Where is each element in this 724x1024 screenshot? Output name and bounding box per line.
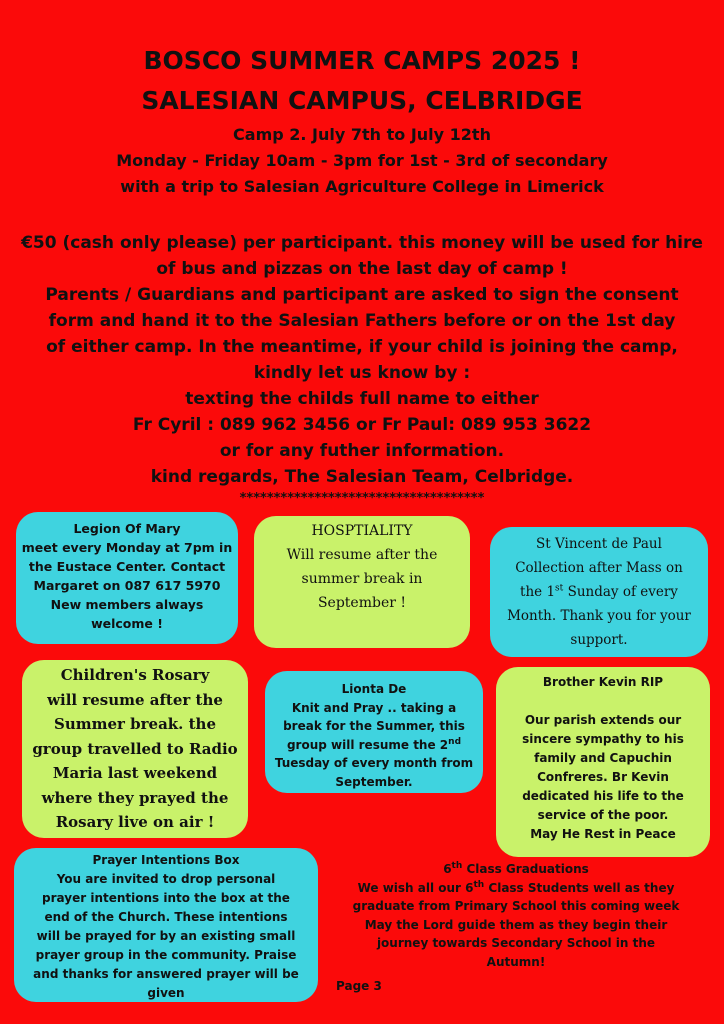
notice-title: Lionta De — [341, 682, 407, 696]
notice-line: May He Rest in Peace — [530, 827, 676, 841]
notice-title: Legion Of Mary — [73, 521, 181, 536]
notice-line: prayer intentions into the box at the — [42, 891, 290, 905]
payment-line: or for any futher information. — [219, 441, 505, 461]
notice-line: Rosary live on air ! — [55, 813, 215, 831]
camp-line: Camp 2. July 7th to July 12th — [233, 125, 491, 144]
notice-title: HOSPTIALITY — [311, 523, 413, 539]
star-divider: ************************************ — [239, 491, 485, 506]
st-vincent-de-paul-notice — [490, 527, 708, 657]
page-subtitle: SALESIAN CAMPUS, CELBRIDGE — [141, 86, 583, 115]
camp-line: Monday - Friday 10am - 3pm for 1st - 3rd of secondary — [116, 151, 608, 170]
notice-line: welcome ! — [91, 616, 163, 631]
notice-line: September. — [335, 774, 413, 789]
notice-line: will be prayed for by an existing small — [36, 929, 296, 943]
notice-line: September ! — [317, 595, 407, 611]
notice-line: Maria last weekend — [52, 764, 218, 782]
notice-title: Children's Rosary — [60, 666, 210, 684]
notice-line: Knit and Pray .. taking a — [291, 700, 457, 715]
hospitality-notice — [254, 516, 470, 648]
notice-line: meet every Monday at 7pm in — [21, 540, 233, 555]
notice-line: family and Capuchin — [534, 751, 672, 765]
notice-line: Tuesday of every month from — [274, 756, 474, 770]
payment-line: Parents / Guardians and participant are asked to sign the consent — [45, 285, 679, 305]
notice-line: service of the poor. — [537, 808, 669, 822]
notice-title: St Vincent de Paul — [536, 536, 662, 552]
notice-line: sincere sympathy to his — [522, 732, 684, 746]
payment-line: of either camp. In the meantime, if your child is joining the camp, — [46, 337, 678, 357]
notice-line: Will resume after the — [286, 547, 438, 563]
notice-line: Our parish extends our — [524, 713, 682, 727]
notice-line: Confreres. Br Kevin — [537, 770, 669, 784]
notice-line: journey towards Secondary School in the — [376, 936, 656, 950]
sign-off: kind regards, The Salesian Team, Celbridge. — [150, 467, 574, 487]
lionta-de-notice — [265, 671, 483, 793]
notice-line: group will resume the 2nd — [286, 736, 462, 752]
notice-line: the 1st Sunday of every — [520, 583, 678, 600]
notice-line: end of the Church. These intentions — [44, 910, 288, 924]
notice-line: New members always — [50, 597, 204, 612]
notice-line: support. — [570, 632, 628, 648]
notice-line: break for the Summer, this — [283, 719, 465, 733]
notice-line: will resume after the — [47, 690, 223, 709]
notice-line: Collection after Mass on — [515, 560, 683, 576]
payment-line: kindly let us know by : — [253, 363, 471, 383]
notice-line: group travelled to Radio — [32, 739, 238, 758]
childrens-rosary-notice — [22, 660, 248, 838]
notice-line: graduate from Primary School this coming week — [352, 899, 680, 913]
payment-line: form and hand it to the Salesian Fathers before or on the 1st day — [48, 311, 676, 331]
notice-line: dedicated his life to the — [522, 789, 684, 803]
page-title: BOSCO SUMMER CAMPS 2025 ! — [143, 46, 581, 75]
notice-line: and thanks for answered prayer will be — [33, 967, 299, 981]
notice-line: prayer group in the community. Praise — [35, 948, 297, 962]
graduations-notice — [326, 860, 706, 971]
notice-line: Summer break. the — [53, 715, 217, 733]
prayer-intentions-notice — [14, 848, 318, 1002]
notice-line: the Eustace Center. Contact — [28, 559, 226, 574]
camp-line: with a trip to Salesian Agriculture College in Limerick — [120, 177, 604, 196]
notice-line: Autumn! — [486, 954, 546, 969]
notice-line: May the Lord guide them as they begin their — [364, 917, 668, 932]
notice-title: Prayer Intentions Box — [92, 853, 240, 867]
payment-line: of bus and pizzas on the last day of camp ! — [156, 259, 568, 279]
notice-line: You are invited to drop personal — [56, 872, 276, 886]
notice-title: 6th Class Graduations — [443, 861, 589, 876]
notice-line: where they prayed the — [41, 788, 229, 807]
notice-line: Month. Thank you for your — [507, 608, 691, 624]
notice-line: We wish all our 6th Class Students well as they — [357, 879, 675, 895]
notice-line: summer break in — [301, 571, 423, 587]
camp-announcement — [0, 122, 724, 508]
brother-kevin-notice — [496, 667, 710, 857]
notice-title: Brother Kevin RIP — [542, 675, 664, 689]
payment-line: €50 (cash only please) per participant. this money will be used for hire — [21, 233, 703, 253]
payment-line: texting the childs full name to either — [185, 389, 539, 409]
page-number: Page 3 — [336, 979, 382, 993]
legion-of-mary-notice — [16, 512, 238, 644]
notice-line: Margaret on 087 617 5970 — [33, 578, 221, 593]
notice-line: given — [147, 986, 185, 1000]
contact-phones: Fr Cyril : 089 962 3456 or Fr Paul: 089 953 3622 — [132, 415, 592, 435]
